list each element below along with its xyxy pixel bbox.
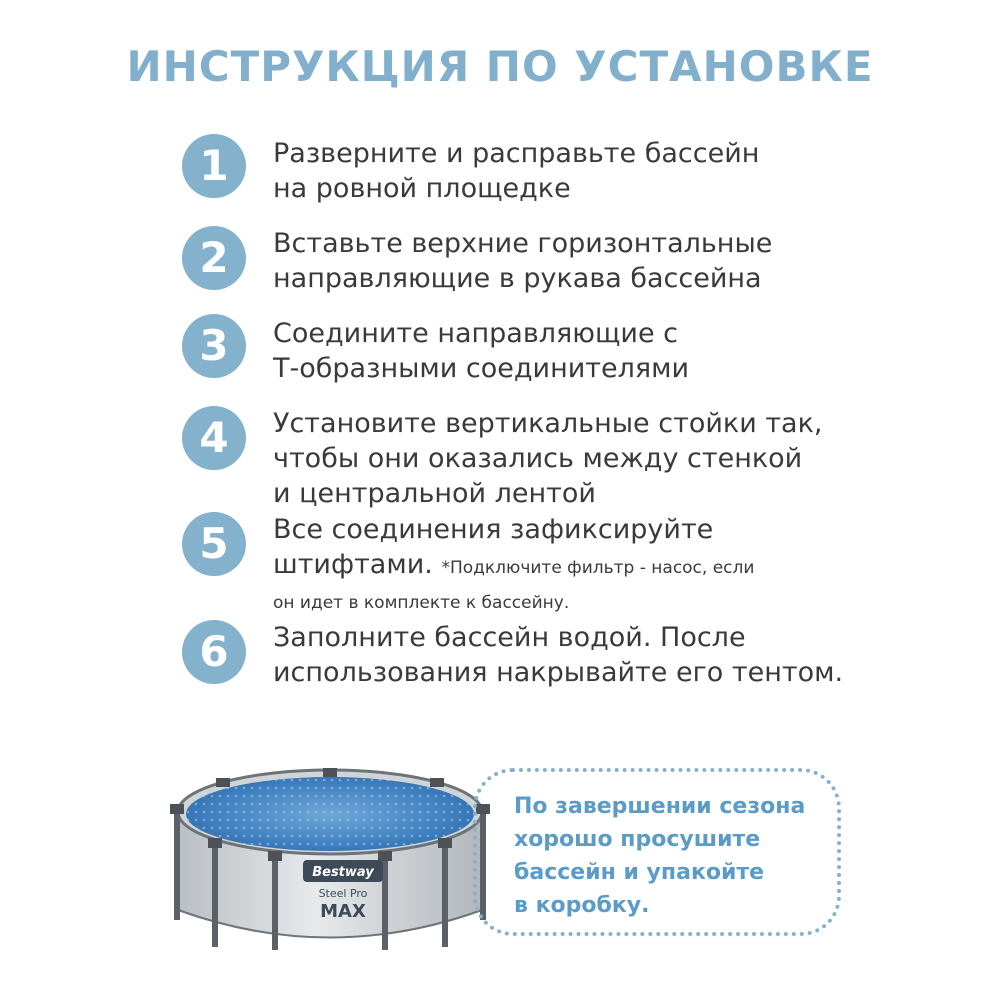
- step-text-line: направляющие в рукава бассейна: [273, 263, 762, 294]
- step-text-line: Т-образными соединителями: [273, 353, 690, 384]
- product-model: MAX: [320, 901, 366, 922]
- step-number-badge: 5: [182, 512, 246, 576]
- step-text-line: Установите вертикальные стойки так,: [273, 408, 823, 439]
- step-text: [273, 406, 853, 511]
- step-text-line: Заполните бассейн водой. После: [273, 622, 746, 653]
- page-title: ИНСТРУКЦИЯ ПО УСТАНОВКЕ: [126, 42, 874, 91]
- step-footnote: он идет в комплекте к бассейну.: [273, 593, 570, 613]
- step-text-line: Разверните и расправьте бассейн: [273, 138, 760, 169]
- callout-line: хорошо просушите: [514, 827, 761, 852]
- callout-line: бассейн и упакойте: [514, 860, 765, 885]
- step-text: [273, 316, 853, 386]
- step-number-badge: 3: [182, 314, 246, 378]
- step-text-line: [273, 547, 853, 586]
- step-text-line: чтобы они оказались между стенкой: [273, 443, 803, 474]
- step-text: [273, 136, 853, 206]
- step-text-line: и центральной лентой: [273, 478, 596, 509]
- callout-line: По завершении сезона: [514, 794, 806, 819]
- step-number-badge: 2: [182, 226, 246, 290]
- step-text-line: на ровной площедке: [273, 173, 571, 204]
- step-text-line: Вставьте верхние горизонтальные: [273, 228, 773, 259]
- step-number-badge: 6: [182, 620, 246, 684]
- pool-illustration: [160, 760, 500, 950]
- product-line: Steel Pro: [318, 887, 368, 900]
- step-text: [273, 512, 853, 621]
- callout-text: [514, 790, 844, 922]
- step-text-line: Все соединения зафиксируйте: [273, 514, 714, 545]
- step-text-line: Соедините направляющие с: [273, 318, 679, 349]
- step-text: [273, 226, 853, 296]
- callout-line: в коробку.: [514, 893, 650, 918]
- step-footnote: *Подключите фильтр - насос, если: [441, 558, 755, 578]
- step-number-badge: 1: [182, 134, 246, 198]
- step-text: [273, 620, 853, 690]
- step-text-part: штифтами.: [273, 549, 433, 580]
- step-text-line: использования накрывайте его тентом.: [273, 657, 844, 688]
- product-brand: Bestway: [312, 865, 374, 880]
- step-number-badge: 4: [182, 406, 246, 470]
